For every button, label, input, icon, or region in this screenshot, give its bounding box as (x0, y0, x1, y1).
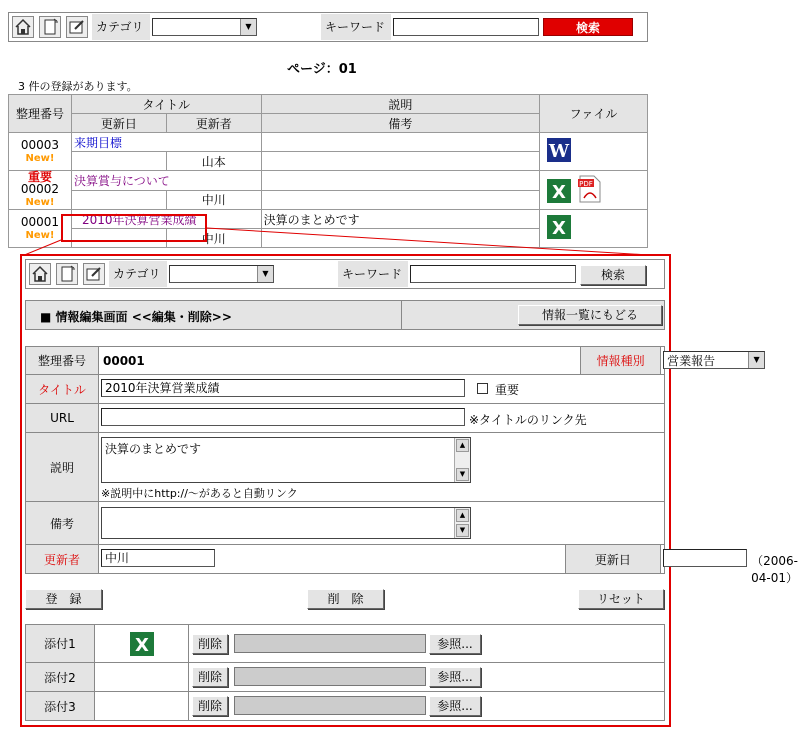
scrollbar[interactable] (454, 438, 470, 482)
header-id: 整理番号 (9, 95, 72, 133)
url-input[interactable] (101, 408, 465, 426)
updated-label: 更新日 (565, 545, 661, 574)
attachment-label: 添付2 (26, 663, 95, 692)
reset-button[interactable]: リセット (578, 589, 664, 609)
description-hint: ※説明中にhttp://～があると自動リンク (101, 487, 298, 500)
scroll-down-icon[interactable]: ▼ (456, 524, 469, 537)
category-label: カテゴリ (92, 14, 150, 40)
description-label: 説明 (26, 433, 99, 502)
updater-label: 更新者 (26, 545, 99, 574)
svg-text:X: X (134, 634, 149, 656)
search-button[interactable]: 検索 (580, 265, 646, 285)
attachment-delete-button[interactable]: 削除 (192, 696, 228, 716)
row-updater: 中川 (166, 190, 261, 210)
keyword-label: キーワード (321, 14, 391, 40)
row-updater: 山本 (166, 152, 261, 171)
record-count: 3 件の登録があります。 (18, 80, 138, 93)
new-document-icon[interactable] (56, 263, 78, 285)
keyword-input[interactable] (410, 265, 576, 283)
row-title-link[interactable]: 来期目標 (73, 135, 122, 150)
attachment-row (26, 625, 665, 663)
updated-input[interactable] (663, 549, 747, 567)
svg-text:X: X (552, 181, 567, 203)
header-description: 説明 (261, 95, 539, 114)
scroll-up-icon[interactable]: ▲ (456, 439, 469, 452)
updated-hint: （2006-04-01） (751, 554, 798, 585)
type-select[interactable]: 営業報告 ▼ (663, 351, 765, 369)
svg-text:PDF: PDF (579, 179, 593, 188)
attachment-label: 添付3 (26, 692, 95, 721)
attachment-delete-button[interactable]: 削除 (192, 634, 228, 654)
important-label: 重要 (495, 383, 520, 397)
header-notes: 備考 (261, 114, 539, 133)
category-select[interactable] (169, 265, 274, 283)
chevron-down-icon: ▼ (240, 19, 256, 35)
row-id: 00001 (20, 214, 60, 229)
header-title: タイトル (71, 95, 261, 114)
scrollbar[interactable] (454, 508, 470, 538)
row-title-link[interactable]: 2010年決算営業成績 (81, 212, 197, 227)
chevron-down-icon: ▼ (748, 352, 764, 368)
row-updater: 中川 (166, 229, 261, 248)
excel-file-icon[interactable] (129, 631, 155, 657)
row-id: 00002 (20, 182, 60, 196)
header-updated: 更新日 (71, 114, 166, 133)
scroll-up-icon[interactable]: ▲ (456, 509, 469, 522)
id-label: 整理番号 (26, 347, 99, 375)
important-checkbox[interactable] (477, 383, 488, 394)
category-label: カテゴリ (109, 261, 167, 287)
edit-icon[interactable] (83, 263, 105, 285)
attachment-delete-button[interactable]: 削除 (192, 667, 228, 687)
title-input[interactable]: 2010年決算営業成績 (101, 379, 465, 397)
row-id: 00003 (20, 137, 60, 152)
new-badge: New! (25, 152, 55, 164)
attachment-path-field[interactable] (234, 667, 426, 686)
url-hint: ※タイトルのリンク先 (469, 413, 587, 427)
attachments-table (25, 624, 665, 721)
notes-label: 備考 (26, 502, 99, 545)
attachment-path-field[interactable] (234, 696, 426, 715)
id-value: 00001 (99, 347, 581, 375)
new-badge: New! (25, 197, 55, 208)
new-badge: New! (25, 229, 55, 241)
row-description: 決算のまとめです (261, 210, 539, 229)
section-header (25, 300, 665, 330)
attachment-path-field[interactable] (234, 634, 426, 653)
svg-text:W: W (549, 141, 570, 162)
svg-text:X: X (552, 218, 567, 239)
important-flag: 重要 (27, 170, 52, 184)
popup-toolbar (25, 259, 665, 289)
home-icon[interactable] (29, 263, 51, 285)
edit-form (25, 346, 798, 585)
scroll-down-icon[interactable]: ▼ (456, 468, 469, 481)
page-indicator: ページ：01 (287, 62, 357, 77)
title-label: タイトル (26, 375, 99, 404)
attachment-row (26, 663, 665, 692)
chevron-down-icon: ▼ (257, 266, 273, 282)
delete-button[interactable]: 削 除 (307, 589, 384, 609)
register-button[interactable]: 登 録 (25, 589, 102, 609)
attachment-row (26, 692, 665, 721)
row-title-link[interactable]: 決算賞与について (73, 173, 170, 188)
keyword-label: キーワード (338, 261, 408, 287)
attachment-browse-button[interactable]: 参照... (429, 696, 481, 716)
url-label: URL (26, 404, 99, 433)
header-file: ファイル (540, 95, 648, 133)
updater-input[interactable]: 中川 (101, 549, 215, 567)
section-title: ■ 情報編集画面 <<編集・削除>> (40, 310, 232, 324)
search-button[interactable]: 検索 (543, 18, 633, 36)
description-textarea[interactable]: 決算のまとめです ▲ ▼ (101, 437, 471, 483)
attachment-label: 添付1 (26, 625, 95, 663)
attachment-browse-button[interactable]: 参照... (429, 667, 481, 687)
back-to-list-button[interactable]: 情報一覧にもどる (518, 305, 662, 325)
notes-textarea[interactable] (101, 507, 471, 539)
header-updater: 更新者 (166, 114, 261, 133)
attachment-browse-button[interactable]: 参照... (429, 634, 481, 654)
edit-popup (20, 254, 798, 727)
type-label: 情報種別 (581, 347, 661, 375)
